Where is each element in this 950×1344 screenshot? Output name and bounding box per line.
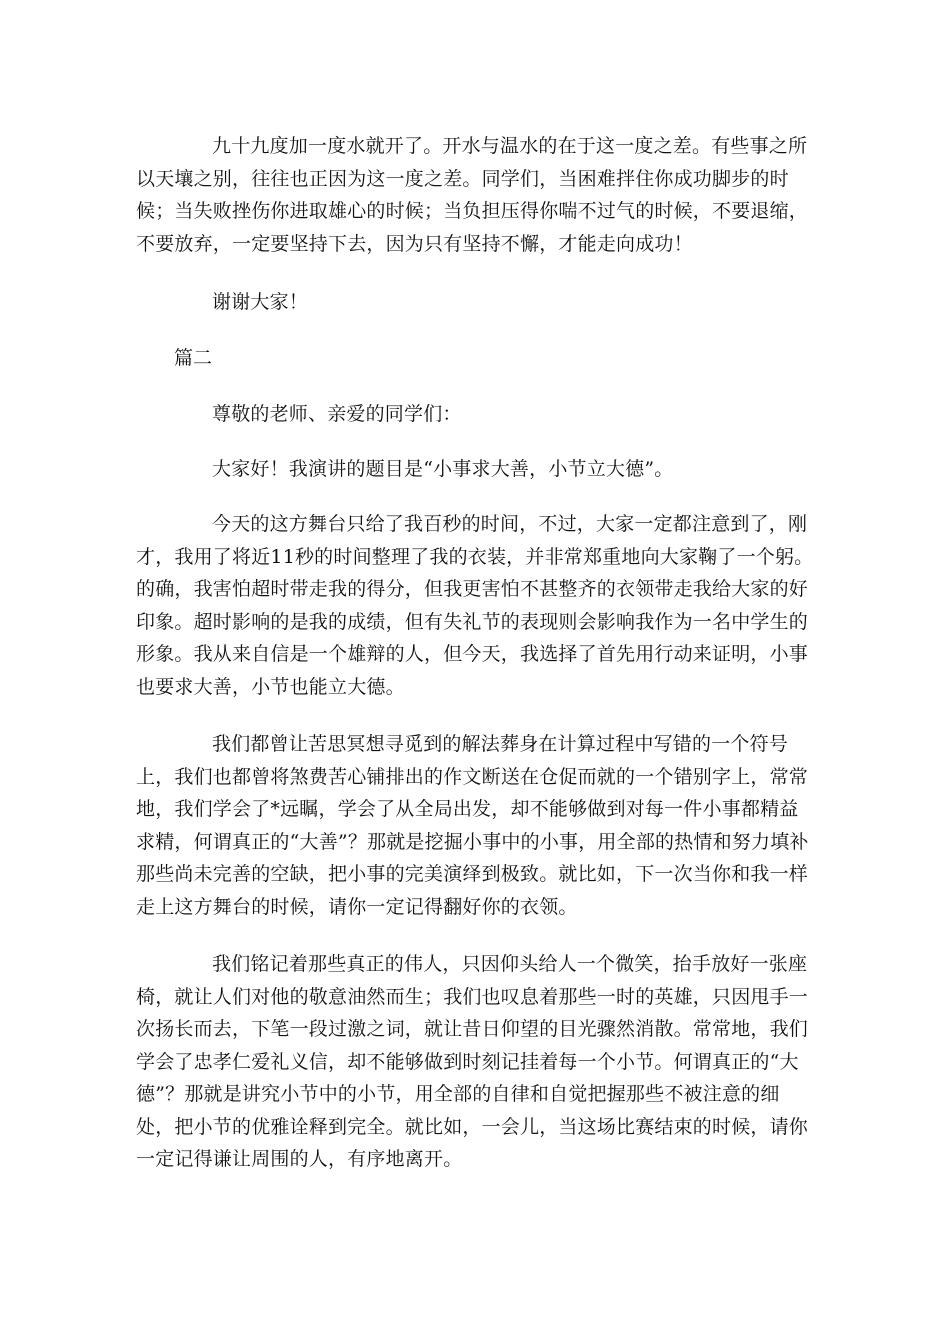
paragraph-great-virtue: 我们铭记着那些真正的伟人，只因仰头给人一个微笑，抬手放好一张座椅，就让人们对他的敬意油然而生；我们也叹息着那些一时的英雄，只因甩手一次扬长而去，下笔一段过激之词，就让昔日仰望的目光骤然消散。常常地，我们学会了忠孝仁爱礼义信，却不能够做到时刻记挂着每一个小节。何谓真正的“大德”？那就是讲究小节中的小节，用全部的自律和自觉把握那些不被注意的细处，把小节的优雅诠释到完全。就比如，一会儿，当这场比赛结束的时候，请你一定记得谦让周围的人，有序地离开。 (136, 953, 809, 1170)
paragraph-persistence: 九十九度加一度水就开了。开水与温水的在于这一度之差。有些事之所以天壤之别，往往也正因为这一度之差。同学们，当困难拌住你成功脚步的时候；当失败挫伤你进取雄心的时候；当负担压得你喘不过气的时候，不要退缩，不要放弃，一定要坚持下去，因为只有坚持不懈，才能走向成功！ (136, 135, 809, 255)
paragraph-great-good: 我们都曾让苦思冥想寻觅到的解法葬身在计算过程中写错的一个符号上，我们也都曾将煞费苦心铺排出的作文断送在仓促而就的一个错别字上，常常地，我们学会了*远瞩，学会了从全局出发，却不能够做到对每一件小事都精益求精，何谓真正的“大善”？那就是挖掘小事中的小事，用全部的热情和努力填补那些尚未完善的空缺，把小事的完美演绎到极致。就比如，下一次当你和我一样走上这方舞台的时候，请你一定记得翻好你的衣领。 (136, 733, 809, 918)
paragraph-thanks: 谢谢大家！ (212, 291, 309, 313)
section-heading-part-two: 篇二 (174, 347, 213, 369)
paragraph-speech-title: 大家好！我演讲的题目是“小事求大善，小节立大德”。 (212, 458, 674, 480)
paragraph-stage-time: 今天的这方舞台只给了我百秒的时间，不过，大家一定都注意到了，刚才，我用了将近11秒的时间整理了我的衣装，并非常郑重地向大家鞠了一个躬。的确，我害怕超时带走我的得分，但我更害怕不甚整齐的衣领带走我给大家的好印象。超时影响的是我的成绩，但有失礼节的表现则会影响我作为一名中学生的形象。我从来自信是一个雄辩的人，但今天，我选择了首先用行动来证明，小事也要求大善，小节也能立大德。 (136, 513, 814, 698)
paragraph-salutation: 尊敬的老师、亲爱的同学们： (212, 403, 462, 425)
